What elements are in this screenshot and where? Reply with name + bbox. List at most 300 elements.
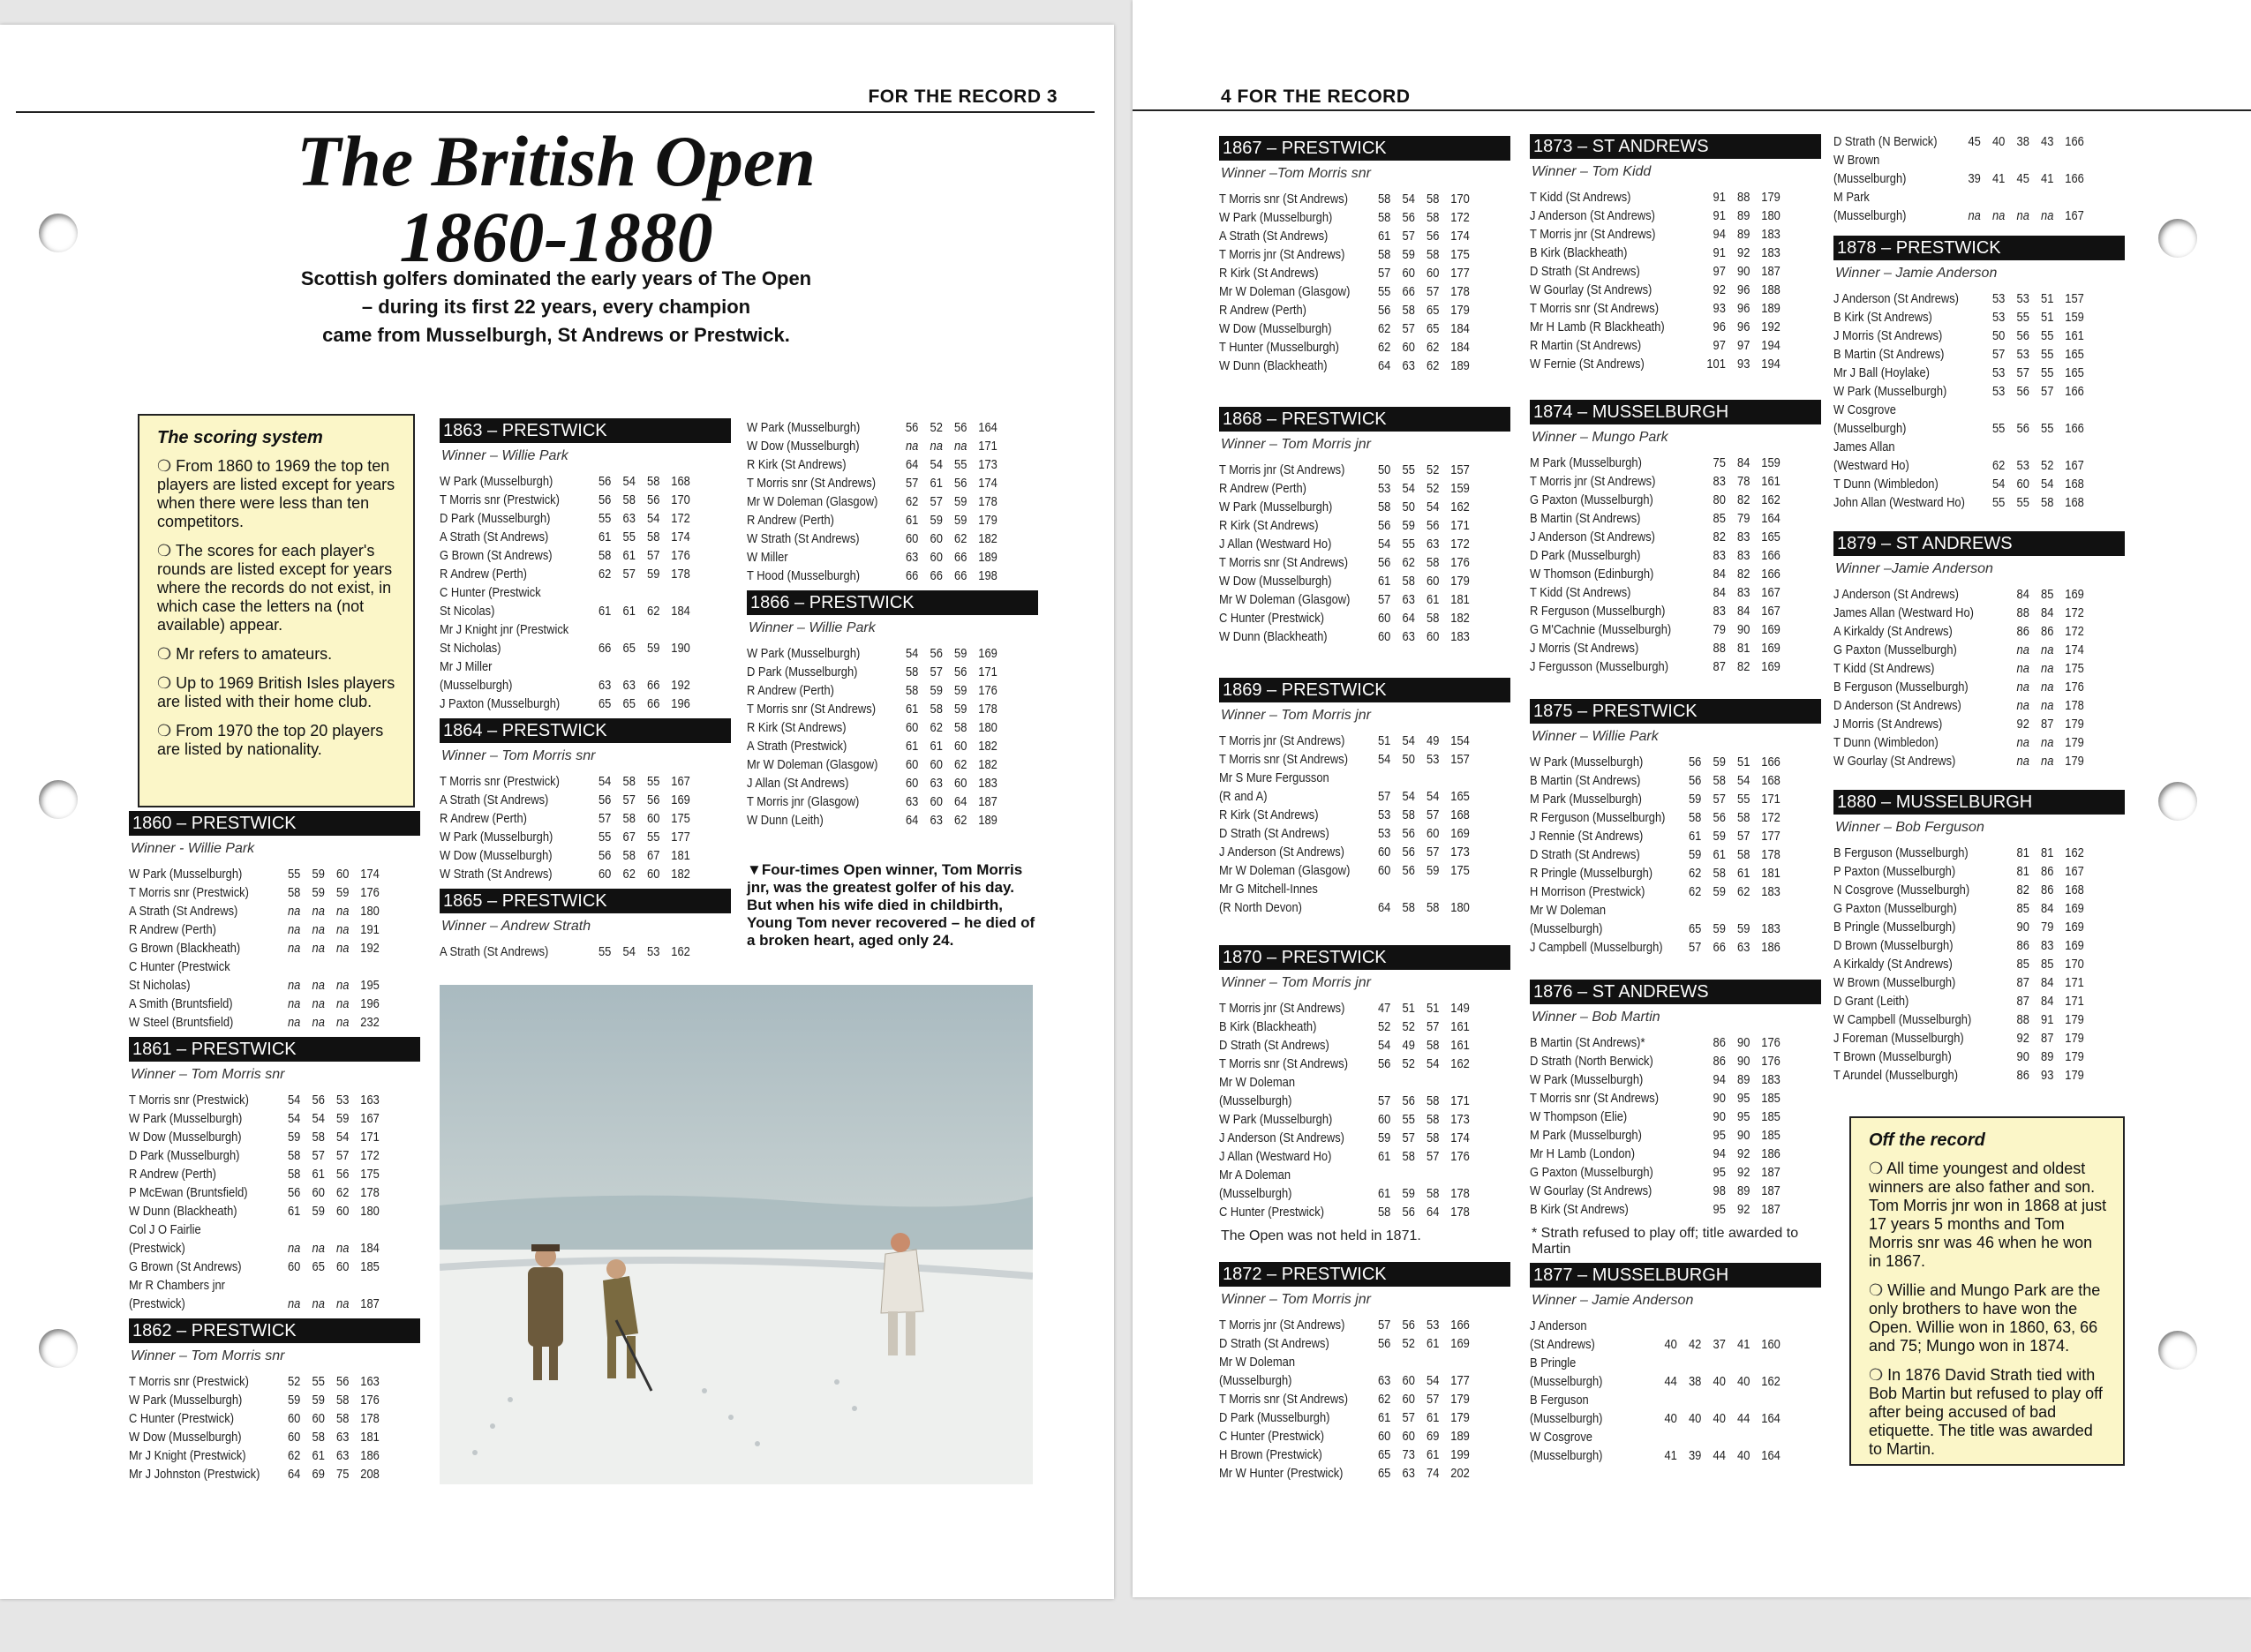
round-score: 59 bbox=[1378, 1130, 1391, 1145]
round-score: na bbox=[312, 1015, 325, 1030]
result-row bbox=[129, 1091, 380, 1109]
round-score: 66 bbox=[930, 568, 943, 583]
round-score: 90 bbox=[2016, 920, 2029, 935]
results-1870 bbox=[1219, 945, 1510, 1221]
round-score: 56 bbox=[1378, 1056, 1391, 1071]
total-score: 164 bbox=[1761, 511, 1780, 526]
round-score: 64 bbox=[1427, 1205, 1440, 1220]
player-name: T Kidd (St Andrews) bbox=[1530, 190, 1631, 205]
result-row bbox=[440, 472, 690, 491]
round-score: 96 bbox=[1713, 319, 1726, 334]
round-score: 83 bbox=[1737, 548, 1750, 563]
player-name: J Anderson (St Andrews) bbox=[1530, 529, 1655, 544]
binder-hole bbox=[2158, 219, 2197, 258]
total-score: 180 bbox=[360, 1204, 380, 1219]
results-1872 bbox=[1219, 1262, 1510, 1483]
winner-line: Winner – Willie Park bbox=[1532, 729, 1659, 744]
player-name: N Cosgrove (Musselburgh) bbox=[1833, 882, 1970, 897]
round-score: 66 bbox=[954, 550, 967, 565]
total-score: 184 bbox=[1450, 321, 1470, 336]
total-score: 179 bbox=[2065, 717, 2084, 732]
round-score: 79 bbox=[1713, 622, 1726, 637]
round-score: 83 bbox=[1737, 529, 1750, 544]
round-score: 61 bbox=[930, 739, 943, 754]
result-row bbox=[1833, 438, 2084, 456]
total-score: 176 bbox=[1761, 1035, 1780, 1050]
round-score: 60 bbox=[1402, 1373, 1415, 1388]
round-score: 56 bbox=[1402, 1205, 1415, 1220]
result-row bbox=[1219, 1390, 1470, 1408]
result-row bbox=[1530, 657, 1780, 676]
player-name: A Strath (St Andrews) bbox=[440, 944, 549, 959]
page-4 bbox=[1133, 0, 2251, 1597]
player-name: Mr W Doleman bbox=[1219, 1075, 1296, 1090]
player-name: Mr J Knight (Prestwick) bbox=[129, 1448, 246, 1463]
year-heading: 1863 – PRESTWICK bbox=[440, 418, 731, 443]
round-score: na bbox=[288, 1015, 301, 1030]
round-score: 59 bbox=[288, 1130, 301, 1145]
round-score: na bbox=[2016, 680, 2029, 695]
player-name: M Park bbox=[1833, 190, 1870, 205]
round-score: 52 bbox=[1402, 1019, 1415, 1034]
player-name: D Strath (St Andrews) bbox=[1530, 264, 1640, 279]
total-score: 186 bbox=[360, 1448, 380, 1463]
round-score: 58 bbox=[1737, 810, 1750, 825]
round-score: 59 bbox=[1689, 792, 1702, 807]
total-score: 177 bbox=[1450, 266, 1470, 281]
round-score: 63 bbox=[1737, 940, 1750, 955]
player-name: D Strath (North Berwick) bbox=[1530, 1054, 1653, 1069]
player-name: R Andrew (Perth) bbox=[1219, 481, 1306, 496]
total-score: 171 bbox=[360, 1130, 380, 1145]
winner-line: Winner – Bob Ferguson bbox=[1835, 820, 1984, 835]
round-score: na bbox=[1968, 208, 1981, 223]
total-score: 162 bbox=[671, 944, 690, 959]
round-score: 62 bbox=[647, 604, 660, 619]
round-score: 58 bbox=[1427, 1112, 1440, 1127]
player-name: (Musselburgh) bbox=[1833, 171, 1907, 186]
result-row bbox=[129, 1295, 380, 1313]
round-score: 57 bbox=[1378, 266, 1391, 281]
results-1866 bbox=[747, 590, 1038, 830]
round-score: 59 bbox=[930, 513, 943, 528]
year-heading: 1870 – PRESTWICK bbox=[1219, 945, 1510, 970]
round-score: 58 bbox=[312, 1430, 325, 1445]
round-score: 53 bbox=[1992, 310, 2006, 325]
round-score: 89 bbox=[1737, 1072, 1750, 1087]
result-row bbox=[1833, 401, 2084, 419]
player-name: D Park (Musselburgh) bbox=[1530, 548, 1641, 563]
result-row bbox=[1219, 1129, 1470, 1147]
total-score: 187 bbox=[1761, 1183, 1780, 1198]
round-score: 54 bbox=[930, 457, 943, 472]
result-row bbox=[1219, 1184, 1470, 1203]
round-score: na bbox=[336, 996, 350, 1011]
result-row bbox=[1833, 419, 2084, 438]
result-row bbox=[747, 418, 998, 437]
player-name: W Park (Musselburgh) bbox=[1530, 755, 1644, 770]
result-row bbox=[1219, 1092, 1470, 1110]
round-score: 92 bbox=[1737, 245, 1750, 260]
results-1864 bbox=[440, 718, 731, 883]
total-score: 199 bbox=[1450, 1447, 1470, 1462]
round-score: 63 bbox=[906, 794, 919, 809]
result-row bbox=[440, 772, 690, 791]
round-score: 57 bbox=[1427, 807, 1440, 822]
round-score: 85 bbox=[2041, 587, 2054, 602]
round-score: 87 bbox=[2016, 975, 2029, 990]
result-row bbox=[1219, 1036, 1470, 1055]
result-row bbox=[129, 1465, 380, 1483]
round-score: 81 bbox=[2016, 845, 2029, 860]
result-row bbox=[747, 455, 998, 474]
round-score: 58 bbox=[954, 720, 967, 735]
total-score: 184 bbox=[360, 1241, 380, 1256]
result-row bbox=[1530, 225, 1780, 244]
total-score: 182 bbox=[978, 739, 998, 754]
total-score: 172 bbox=[1761, 810, 1780, 825]
player-name: (Musselburgh) bbox=[1530, 1448, 1603, 1463]
round-score: 59 bbox=[312, 867, 325, 882]
player-name: James Allan (Westward Ho) bbox=[1833, 605, 1974, 620]
player-name: T Morris jnr (St Andrews) bbox=[1219, 462, 1345, 477]
round-score: 59 bbox=[1689, 847, 1702, 862]
total-score: 187 bbox=[360, 1296, 380, 1311]
total-score: 178 bbox=[1450, 284, 1470, 299]
round-score: 40 bbox=[1713, 1411, 1726, 1426]
player-name: Mr W Doleman (Glasgow) bbox=[747, 494, 878, 509]
player-name: D Strath (St Andrews) bbox=[1530, 847, 1640, 862]
player-name: C Hunter (Prestwick) bbox=[1219, 1205, 1324, 1220]
result-row bbox=[747, 492, 998, 511]
results-1860 bbox=[129, 811, 420, 1032]
round-score: 81 bbox=[2041, 845, 2054, 860]
round-score: 53 bbox=[647, 944, 660, 959]
round-score: 64 bbox=[906, 813, 919, 828]
player-name: W Park (Musselburgh) bbox=[129, 1111, 243, 1126]
player-name: Mr W Doleman (Glasgow) bbox=[1219, 284, 1351, 299]
round-score: 54 bbox=[1427, 1373, 1440, 1388]
round-score: 57 bbox=[1427, 1019, 1440, 1034]
round-score: 97 bbox=[1713, 264, 1726, 279]
player-name: C Hunter (Prestwick bbox=[440, 585, 541, 600]
round-score: 54 bbox=[647, 511, 660, 526]
year-heading: 1879 – ST ANDREWS bbox=[1833, 531, 2125, 556]
result-row bbox=[1833, 622, 2084, 641]
result-row bbox=[1219, 609, 1470, 627]
round-score: 85 bbox=[2041, 957, 2054, 972]
player-name: D Park (Musselburgh) bbox=[129, 1148, 240, 1163]
winner-line: Winner – Tom Kidd bbox=[1532, 164, 1652, 179]
round-score: 87 bbox=[1713, 659, 1726, 674]
round-score: 62 bbox=[1992, 458, 2006, 473]
result-row bbox=[1530, 845, 1780, 864]
player-name: W Park (Musselburgh) bbox=[747, 646, 861, 661]
total-score: 166 bbox=[2065, 134, 2084, 149]
result-row bbox=[1833, 345, 2084, 364]
player-name: D Park (Musselburgh) bbox=[747, 665, 858, 680]
round-score: na bbox=[2041, 642, 2054, 657]
total-score: 179 bbox=[2065, 735, 2084, 750]
round-score: 56 bbox=[312, 1093, 325, 1108]
round-score: 55 bbox=[599, 830, 612, 845]
round-score: na bbox=[1992, 208, 2006, 223]
round-score: 58 bbox=[1427, 555, 1440, 570]
total-score: 181 bbox=[1450, 592, 1470, 607]
standfirst bbox=[212, 265, 900, 349]
round-score: 57 bbox=[2041, 384, 2054, 399]
result-row bbox=[1530, 299, 1780, 318]
round-score: 44 bbox=[1713, 1448, 1726, 1463]
round-score: 61 bbox=[1378, 1186, 1391, 1201]
result-row bbox=[1833, 678, 2084, 696]
round-score: 59 bbox=[1402, 518, 1415, 533]
player-name: Mr J Ball (Hoylake) bbox=[1833, 365, 1930, 380]
round-score: 60 bbox=[1402, 266, 1415, 281]
player-name: St Nicolas) bbox=[440, 604, 495, 619]
total-score: 184 bbox=[1450, 340, 1470, 355]
round-score: na bbox=[2041, 680, 2054, 695]
round-score: 59 bbox=[288, 1393, 301, 1408]
result-row bbox=[1833, 696, 2084, 715]
round-score: 50 bbox=[1992, 328, 2006, 343]
result-row bbox=[1219, 732, 1470, 750]
total-score: 165 bbox=[1761, 529, 1780, 544]
round-score: 95 bbox=[1713, 1165, 1726, 1180]
round-score: 58 bbox=[288, 1148, 301, 1163]
round-score: 87 bbox=[2041, 717, 2054, 732]
player-name: (Musselburgh) bbox=[1530, 1374, 1603, 1389]
round-score: 58 bbox=[1378, 191, 1391, 206]
round-score: 89 bbox=[1737, 227, 1750, 242]
round-score: na bbox=[312, 922, 325, 937]
round-score: 58 bbox=[2041, 495, 2054, 510]
round-score: 90 bbox=[1737, 622, 1750, 637]
round-score: 92 bbox=[2016, 717, 2029, 732]
round-score: 58 bbox=[599, 548, 612, 563]
player-name: A Strath (St Andrews) bbox=[129, 904, 238, 919]
round-score: 61 bbox=[599, 529, 612, 544]
results-1861 bbox=[129, 1037, 420, 1313]
total-score: 178 bbox=[1450, 1186, 1470, 1201]
player-name: R Ferguson (Musselburgh) bbox=[1530, 810, 1666, 825]
standfirst-line: Scottish golfers dominated the early years of The Open bbox=[300, 267, 812, 289]
round-score: 60 bbox=[906, 776, 919, 791]
player-name: Mr W Hunter (Prestwick) bbox=[1219, 1466, 1344, 1481]
round-score: 57 bbox=[930, 494, 943, 509]
total-score: 161 bbox=[1450, 1019, 1470, 1034]
round-score: 57 bbox=[1713, 792, 1726, 807]
round-score: 56 bbox=[1402, 845, 1415, 860]
result-row bbox=[747, 567, 998, 585]
round-score: 94 bbox=[1713, 1072, 1726, 1087]
total-score: 169 bbox=[978, 646, 998, 661]
total-score: 170 bbox=[1450, 191, 1470, 206]
player-name: T Morris snr (St Andrews) bbox=[1530, 301, 1659, 316]
player-name: W Park (Musselburgh) bbox=[1530, 1072, 1644, 1087]
round-score: 44 bbox=[1737, 1411, 1750, 1426]
round-score: 53 bbox=[336, 1093, 350, 1108]
year-heading: 1868 – PRESTWICK bbox=[1219, 407, 1510, 432]
round-score: 61 bbox=[312, 1167, 325, 1182]
round-score: 58 bbox=[1378, 1205, 1391, 1220]
round-score: 59 bbox=[336, 1111, 350, 1126]
result-row bbox=[1530, 920, 1780, 938]
winner-line: Winner – Jamie Anderson bbox=[1835, 266, 1998, 281]
round-score: 42 bbox=[1689, 1337, 1702, 1352]
player-name: T Morris jnr (St Andrews) bbox=[1530, 227, 1656, 242]
results-1879 bbox=[1833, 531, 2125, 770]
result-row bbox=[1219, 1464, 1470, 1483]
result-row bbox=[1530, 639, 1780, 657]
player-name: (Musselburgh) bbox=[1530, 921, 1603, 936]
results-1880 bbox=[1833, 790, 2125, 1085]
column-3 bbox=[747, 418, 1038, 830]
player-name: J Rennie (St Andrews) bbox=[1530, 829, 1644, 844]
round-score: 57 bbox=[1378, 1093, 1391, 1108]
player-name: T Morris snr (St Andrews) bbox=[747, 476, 876, 491]
player-name: T Morris snr (St Andrews) bbox=[1530, 1091, 1659, 1106]
round-score: 65 bbox=[622, 641, 636, 656]
player-name: W Fernie (St Andrews) bbox=[1530, 357, 1645, 372]
round-score: 59 bbox=[1402, 1186, 1415, 1201]
result-row bbox=[129, 1165, 380, 1183]
round-score: 58 bbox=[1689, 810, 1702, 825]
result-row bbox=[747, 718, 998, 737]
result-row bbox=[1219, 1055, 1470, 1073]
player-name: D Strath (St Andrews) bbox=[1219, 1038, 1329, 1053]
round-score: 63 bbox=[336, 1448, 350, 1463]
player-name: (Prestwick) bbox=[129, 1241, 185, 1256]
round-score: 83 bbox=[1737, 585, 1750, 600]
round-score: 53 bbox=[1378, 481, 1391, 496]
binder-hole bbox=[39, 1329, 78, 1368]
round-score: 66 bbox=[1713, 940, 1726, 955]
player-name: B Pringle bbox=[1530, 1355, 1577, 1370]
round-score: 86 bbox=[2041, 624, 2054, 639]
round-score: 65 bbox=[312, 1259, 325, 1274]
player-name: D Grant (Leith) bbox=[1833, 994, 1909, 1009]
round-score: 60 bbox=[1378, 1112, 1391, 1127]
round-score: 56 bbox=[1427, 518, 1440, 533]
round-score: na bbox=[288, 1241, 301, 1256]
total-score: 175 bbox=[1450, 247, 1470, 262]
round-score: 60 bbox=[336, 1204, 350, 1219]
round-score: 40 bbox=[1689, 1411, 1702, 1426]
total-score: 169 bbox=[2065, 938, 2084, 953]
player-name: (Musselburgh) bbox=[1833, 208, 1907, 223]
result-row bbox=[1833, 308, 2084, 327]
round-score: na bbox=[2016, 735, 2029, 750]
round-score: 51 bbox=[1378, 733, 1391, 748]
total-score: 173 bbox=[1450, 845, 1470, 860]
result-row bbox=[1530, 1126, 1780, 1145]
total-score: 180 bbox=[1450, 900, 1470, 915]
round-score: 44 bbox=[1664, 1374, 1677, 1389]
round-score: 56 bbox=[954, 665, 967, 680]
result-row bbox=[1530, 753, 1780, 771]
player-name: T Arundel (Musselburgh) bbox=[1833, 1068, 1959, 1083]
result-row bbox=[1530, 882, 1780, 901]
player-name: W Miller bbox=[747, 550, 788, 565]
result-row bbox=[440, 657, 690, 676]
box-bullet: ❍ Willie and Mungo Park are the only brothers to have won the Open. Willie won in 1860, 63, 66 and 75; Mungo won in 1874. bbox=[1869, 1281, 2101, 1355]
round-score: 54 bbox=[288, 1093, 301, 1108]
total-score: 161 bbox=[1450, 1038, 1470, 1053]
round-score: 47 bbox=[1378, 1001, 1391, 1016]
round-score: 56 bbox=[1713, 810, 1726, 825]
box-title: The scoring system bbox=[157, 428, 323, 447]
winner-line: Winner – Tom Morris jnr bbox=[1221, 708, 1371, 723]
round-score: 58 bbox=[288, 885, 301, 900]
player-name: D Brown (Musselburgh) bbox=[1833, 938, 1954, 953]
player-name: R Kirk (St Andrews) bbox=[1219, 518, 1319, 533]
total-score: 189 bbox=[1450, 358, 1470, 373]
results-1876 bbox=[1530, 980, 1821, 1219]
round-score: 53 bbox=[1378, 807, 1391, 822]
round-score: 92 bbox=[1713, 282, 1726, 297]
round-score: 54 bbox=[1378, 537, 1391, 552]
round-score: 38 bbox=[1689, 1374, 1702, 1389]
round-score: 52 bbox=[1427, 481, 1440, 496]
round-score: 58 bbox=[1378, 247, 1391, 262]
round-score: 59 bbox=[1737, 921, 1750, 936]
player-name: W Gourlay (St Andrews) bbox=[1833, 754, 1956, 769]
player-name: W Brown bbox=[1833, 153, 1880, 168]
result-row bbox=[1219, 898, 1470, 917]
player-name: J Anderson (St Andrews) bbox=[1219, 1130, 1344, 1145]
round-score: 73 bbox=[1402, 1447, 1415, 1462]
player-name: (Musselburgh) bbox=[1833, 421, 1907, 436]
result-row bbox=[1219, 824, 1470, 843]
result-row bbox=[1219, 208, 1470, 227]
round-score: 55 bbox=[2041, 347, 2054, 362]
round-score: 92 bbox=[2016, 1031, 2029, 1046]
round-score: 60 bbox=[1378, 1429, 1391, 1444]
total-score: 166 bbox=[1761, 567, 1780, 582]
round-score: 41 bbox=[1992, 171, 2006, 186]
round-score: 61 bbox=[288, 1204, 301, 1219]
total-score: 174 bbox=[360, 867, 380, 882]
result-row bbox=[440, 620, 690, 639]
total-score: 168 bbox=[1450, 807, 1470, 822]
total-score: 174 bbox=[1450, 229, 1470, 244]
total-score: 169 bbox=[1761, 641, 1780, 656]
winner-line: Winner – Andrew Strath bbox=[441, 919, 591, 934]
round-score: 84 bbox=[1737, 455, 1750, 470]
year-heading: 1865 – PRESTWICK bbox=[440, 889, 731, 913]
round-score: 62 bbox=[954, 757, 967, 772]
player-name: M Park (Musselburgh) bbox=[1530, 1128, 1642, 1143]
result-row bbox=[1530, 1335, 1780, 1354]
result-row bbox=[1530, 472, 1780, 491]
round-score: na bbox=[288, 978, 301, 993]
round-score: 60 bbox=[906, 720, 919, 735]
result-row bbox=[1833, 188, 2084, 206]
player-name: T Morris jnr (St Andrews) bbox=[1219, 733, 1345, 748]
round-score: 55 bbox=[2016, 310, 2029, 325]
result-row bbox=[747, 774, 998, 792]
total-score: 190 bbox=[671, 641, 690, 656]
round-score: 61 bbox=[1427, 1336, 1440, 1351]
round-score: 54 bbox=[288, 1111, 301, 1126]
round-score: 51 bbox=[2041, 291, 2054, 306]
round-score: 56 bbox=[1378, 1336, 1391, 1351]
round-score: 57 bbox=[599, 811, 612, 826]
player-name: B Ferguson bbox=[1530, 1393, 1589, 1408]
round-score: 41 bbox=[1664, 1448, 1677, 1463]
result-row bbox=[1833, 169, 2084, 188]
